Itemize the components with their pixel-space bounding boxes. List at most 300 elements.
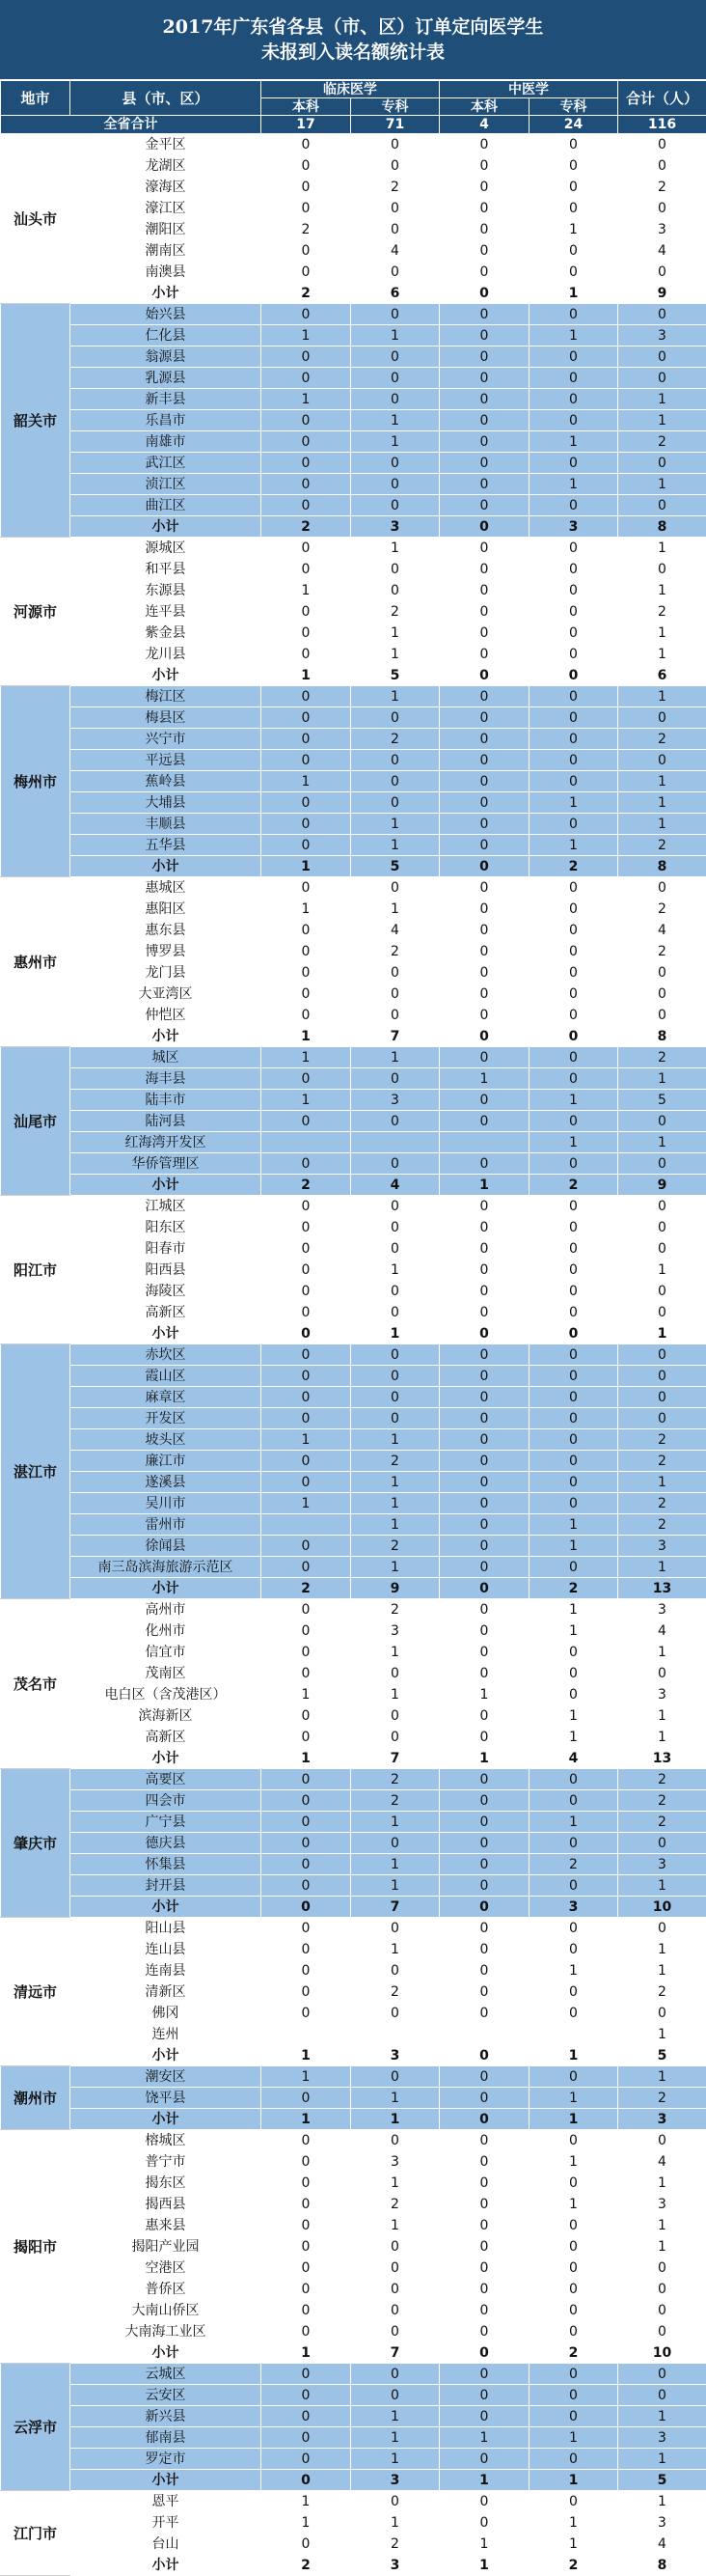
county-name: 云城区 [70,2364,261,2385]
grand-total-cell: 17 [261,116,351,134]
county-name: 大亚湾区 [70,983,261,1005]
value-cell: 0 [261,538,351,559]
table-row [1,1132,706,1153]
value-cell: 0 [261,1939,351,1960]
value-cell: 1 [261,899,351,920]
value-cell: 1 [618,814,706,835]
value-cell: 0 [530,941,618,962]
grand-total-cell: 4 [440,116,530,134]
value-cell: 0 [530,2066,618,2088]
value-cell: 0 [618,2130,706,2151]
value-cell: 1 [351,1939,440,1960]
table-row [1,1981,706,2003]
value-cell: 0 [530,1238,618,1260]
county-name: 陆丰市 [70,1090,261,1111]
value-cell: 2 [618,2088,706,2109]
value-cell: 1 [351,835,440,856]
value-cell: 0 [618,962,706,983]
header-college: 专科 [351,98,440,116]
value-cell: 0 [440,1451,530,1472]
county-name: 紫金县 [70,623,261,644]
value-cell: 0 [351,2236,440,2257]
value-cell: 0 [440,2364,530,2385]
value-cell: 1 [351,2109,440,2130]
value-cell: 0 [440,1960,530,1981]
value-cell: 3 [351,1620,440,1642]
value-cell: 0 [618,2321,706,2342]
value-cell: 2 [618,835,706,856]
value-cell: 1 [530,431,618,453]
value-cell: 0 [530,2130,618,2151]
table-row [1,1281,706,1302]
value-cell: 0 [351,1302,440,1323]
table-row [1,2003,706,2024]
value-cell: 0 [530,368,618,389]
value-cell: 0 [440,262,530,283]
value-cell: 0 [530,1217,618,1238]
value-cell: 2 [261,1578,351,1599]
city-name: 肇庆市 [1,1769,70,1918]
value-cell: 0 [618,262,706,283]
subtotal-row [1,856,706,877]
county-name: 仲恺区 [70,1005,261,1026]
value-cell: 0 [440,1557,530,1578]
value-cell: 0 [440,495,530,516]
value-cell: 0 [261,1769,351,1790]
value-cell: 2 [618,729,706,750]
value-cell: 1 [261,1026,351,1047]
value-cell: 0 [618,1196,706,1217]
county-name: 普侨区 [70,2279,261,2300]
table-row [1,1196,706,1217]
value-cell: 0 [618,495,706,516]
value-cell: 0 [440,1790,530,1812]
value-cell: 1 [351,814,440,835]
value-cell: 0 [440,2151,530,2173]
title-line-1: 2017年广东省各县（市、区）订单定向医学生 [163,14,544,40]
value-cell: 1 [351,2215,440,2236]
value-cell: 2 [530,2342,618,2364]
table-row [1,2491,706,2512]
table-row [1,920,706,941]
table-row [1,2279,706,2300]
value-cell [351,2024,440,2045]
value-cell: 0 [530,644,618,665]
value-cell: 0 [351,1344,440,1366]
value-cell: 2 [618,601,706,623]
value-cell: 7 [351,1026,440,1047]
value-cell: 0 [351,792,440,814]
county-name: 红海湾开发区 [70,1132,261,1153]
value-cell: 1 [351,2173,440,2194]
value-cell: 0 [440,623,530,644]
value-cell: 0 [530,1642,618,1663]
city-name: 汕头市 [1,134,70,304]
value-cell: 0 [261,2321,351,2342]
county-name: 吴川市 [70,1493,261,1514]
value-cell: 1 [351,2427,440,2449]
county-name: 云安区 [70,2385,261,2406]
value-cell: 0 [261,2300,351,2321]
value-cell: 0 [440,2045,530,2066]
value-cell: 0 [530,899,618,920]
value-cell: 0 [530,1260,618,1281]
table-row [1,240,706,262]
value-cell: 0 [351,2385,440,2406]
city-name: 湛江市 [1,1344,70,1599]
value-cell: 3 [351,1090,440,1111]
county-name: 连平县 [70,601,261,623]
value-cell: 1 [261,2342,351,2364]
county-name: 华侨管理区 [70,1153,261,1175]
value-cell: 2 [351,1769,440,1790]
value-cell: 2 [618,1429,706,1451]
value-cell: 0 [440,1493,530,1514]
value-cell: 1 [440,1684,530,1705]
value-cell: 0 [440,2406,530,2427]
value-cell: 0 [530,920,618,941]
table-row [1,2427,706,2449]
value-cell: 2 [618,431,706,453]
value-cell [530,2024,618,2045]
value-cell: 0 [440,2491,530,2512]
value-cell: 0 [440,601,530,623]
value-cell: 0 [530,2215,618,2236]
value-cell: 0 [261,1620,351,1642]
value-cell [440,1132,530,1153]
county-name: 德庆县 [70,1833,261,1854]
value-cell: 0 [261,1281,351,1302]
county-name: 东源县 [70,580,261,601]
value-cell: 0 [261,368,351,389]
value-cell: 0 [440,325,530,346]
table-row [1,792,706,814]
county-name: 阳春市 [70,1238,261,1260]
table-row [1,538,706,559]
value-cell: 0 [530,1663,618,1684]
value-cell: 0 [530,771,618,792]
county-name: 高新区 [70,1302,261,1323]
table-row [1,1557,706,1578]
county-name: 丰顺县 [70,814,261,835]
value-cell: 0 [261,2470,351,2491]
value-cell: 0 [618,707,706,729]
value-cell: 0 [618,134,706,155]
county-name: 四会市 [70,1790,261,1812]
value-cell: 1 [351,1323,440,1344]
table-row [1,325,706,346]
value-cell: 3 [351,2470,440,2491]
table-row [1,601,706,623]
value-cell: 0 [261,2130,351,2151]
header-total: 合计（人） [618,81,706,116]
value-cell: 1 [618,1727,706,1748]
table-row [1,1833,706,1854]
value-cell: 0 [351,474,440,495]
table-row [1,1493,706,1514]
value-cell: 0 [440,1727,530,1748]
value-cell: 0 [440,368,530,389]
table-row [1,2300,706,2321]
value-cell: 0 [530,453,618,474]
table-row [1,1790,706,1812]
table-row [1,2088,706,2109]
value-cell: 0 [261,2003,351,2024]
value-cell: 0 [351,1217,440,1238]
value-cell: 0 [440,219,530,240]
value-cell: 0 [351,453,440,474]
value-cell: 0 [440,920,530,941]
value-cell: 0 [440,1663,530,1684]
value-cell: 0 [530,1323,618,1344]
table-row [1,1387,706,1408]
county-name: 濠江区 [70,198,261,219]
table-row [1,2385,706,2406]
value-cell: 2 [351,1981,440,2003]
city-name: 清远市 [1,1918,70,2066]
value-cell: 1 [261,1493,351,1514]
value-cell: 0 [530,1153,618,1175]
value-cell: 0 [261,1833,351,1854]
county-name: 龙川县 [70,644,261,665]
value-cell: 6 [618,665,706,686]
value-cell: 0 [351,2300,440,2321]
value-cell: 0 [440,1260,530,1281]
sheet-title [0,0,706,80]
value-cell: 0 [440,877,530,899]
value-cell: 1 [261,389,351,410]
value-cell: 3 [530,1897,618,1918]
subtotal-row [1,1748,706,1769]
value-cell: 2 [351,2194,440,2215]
value-cell: 1 [530,1599,618,1620]
value-cell: 13 [618,1578,706,1599]
value-cell: 1 [618,1472,706,1493]
value-cell: 0 [530,155,618,177]
value-cell: 0 [351,707,440,729]
value-cell: 0 [530,2364,618,2385]
county-name: 新丰县 [70,389,261,410]
value-cell: 0 [261,1642,351,1663]
value-cell: 0 [261,495,351,516]
value-cell: 0 [530,1918,618,1939]
value-cell: 0 [440,707,530,729]
value-cell: 0 [261,262,351,283]
value-cell: 0 [618,304,706,325]
value-cell: 8 [618,2555,706,2576]
value-cell: 1 [440,2534,530,2555]
value-cell: 1 [351,431,440,453]
value-cell: 0 [261,1451,351,1472]
value-cell: 0 [440,283,530,304]
value-cell: 13 [618,1748,706,1769]
value-cell: 0 [351,368,440,389]
value-cell: 0 [261,814,351,835]
grand-total-label: 全省合计 [1,116,261,134]
table-row [1,262,706,283]
header-bachelor: 本科 [440,98,530,116]
value-cell: 1 [530,219,618,240]
value-cell: 0 [440,1366,530,1387]
value-cell: 1 [440,1068,530,1090]
table-row [1,983,706,1005]
table-row [1,877,706,899]
county-name: 高州市 [70,1599,261,1620]
value-cell: 0 [261,1790,351,1812]
value-cell: 0 [261,2215,351,2236]
value-cell: 0 [618,1366,706,1387]
subtotal-label: 小计 [70,2342,261,2364]
value-cell: 3 [618,219,706,240]
value-cell: 0 [530,1344,618,1366]
value-cell: 0 [261,1472,351,1493]
value-cell: 0 [351,198,440,219]
value-cell: 0 [530,1408,618,1429]
value-cell: 0 [440,198,530,219]
county-name: 大埔县 [70,792,261,814]
county-name: 霞山区 [70,1366,261,1387]
value-cell: 1 [351,1812,440,1833]
value-cell: 0 [530,623,618,644]
value-cell: 0 [440,538,530,559]
value-cell: 0 [440,2449,530,2470]
value-cell: 0 [530,2236,618,2257]
table-row [1,707,706,729]
value-cell: 1 [351,325,440,346]
value-cell: 0 [440,1153,530,1175]
value-cell: 0 [440,2342,530,2364]
value-cell: 0 [261,644,351,665]
county-name: 开平 [70,2512,261,2534]
value-cell: 0 [530,240,618,262]
county-name: 清新区 [70,1981,261,2003]
value-cell: 0 [440,1599,530,1620]
value-cell: 0 [440,792,530,814]
table-row [1,1769,706,1790]
value-cell: 0 [440,1429,530,1451]
table-row [1,580,706,601]
value-cell: 0 [261,686,351,707]
subtotal-row [1,2109,706,2130]
value-cell: 3 [618,1536,706,1557]
value-cell: 0 [440,1578,530,1599]
value-cell: 0 [440,2321,530,2342]
value-cell: 1 [261,1090,351,1111]
value-cell: 0 [351,2130,440,2151]
county-name: 阳东区 [70,1217,261,1238]
table-row [1,1408,706,1429]
county-name: 平远县 [70,750,261,771]
table-row [1,346,706,368]
county-name: 郁南县 [70,2427,261,2449]
value-cell: 0 [261,1323,351,1344]
value-cell: 0 [261,2449,351,2470]
value-cell: 0 [530,2321,618,2342]
value-cell: 1 [618,2491,706,2512]
value-cell: 0 [261,453,351,474]
value-cell: 0 [261,962,351,983]
value-cell: 0 [440,431,530,453]
value-cell: 0 [440,2088,530,2109]
county-name: 封开县 [70,1875,261,1897]
value-cell: 0 [261,1854,351,1875]
value-cell: 0 [351,1705,440,1727]
value-cell: 0 [618,750,706,771]
value-cell: 0 [440,1005,530,1026]
value-cell: 0 [261,1960,351,1981]
value-cell: 1 [351,1493,440,1514]
value-cell: 2 [261,283,351,304]
value-cell: 0 [440,2385,530,2406]
value-cell: 1 [618,1068,706,1090]
table-row [1,1005,706,1026]
value-cell: 1 [351,1472,440,1493]
value-cell: 1 [530,1705,618,1727]
value-cell: 1 [351,623,440,644]
value-cell: 0 [351,134,440,155]
value-cell: 2 [261,516,351,538]
value-cell [261,1514,351,1536]
table-row [1,1429,706,1451]
value-cell: 0 [618,1344,706,1366]
county-name: 海丰县 [70,1068,261,1090]
value-cell: 1 [351,1557,440,1578]
value-cell: 0 [351,304,440,325]
value-cell: 7 [351,1897,440,1918]
value-cell: 0 [618,1153,706,1175]
value-cell: 1 [261,325,351,346]
value-cell: 0 [261,729,351,750]
subtotal-label: 小计 [70,516,261,538]
value-cell: 0 [440,155,530,177]
value-cell: 8 [618,856,706,877]
value-cell: 0 [530,2257,618,2279]
value-cell: 1 [530,792,618,814]
value-cell: 1 [261,2491,351,2512]
value-cell: 0 [440,1196,530,1217]
county-name: 普宁市 [70,2151,261,2173]
value-cell: 0 [530,1366,618,1387]
value-cell: 0 [440,1302,530,1323]
value-cell: 1 [530,2151,618,2173]
value-cell: 0 [530,580,618,601]
value-cell: 0 [618,1663,706,1684]
subtotal-row [1,1175,706,1196]
value-cell: 1 [530,2194,618,2215]
table-row [1,2215,706,2236]
table-row [1,1217,706,1238]
value-cell: 0 [530,1281,618,1302]
value-cell: 1 [530,325,618,346]
table-row [1,304,706,325]
value-cell: 0 [261,920,351,941]
value-cell: 0 [351,1068,440,1090]
value-cell: 3 [351,516,440,538]
value-cell: 2 [618,1981,706,2003]
table-row [1,899,706,920]
county-name: 连山县 [70,1939,261,1960]
value-cell [440,2024,530,2045]
value-cell: 1 [261,856,351,877]
value-cell: 0 [351,1005,440,1026]
value-cell: 1 [618,410,706,431]
value-cell: 0 [351,1153,440,1175]
county-name: 曲江区 [70,495,261,516]
county-name: 遂溪县 [70,1472,261,1493]
subtotal-label: 小计 [70,1748,261,1769]
value-cell: 0 [261,1260,351,1281]
table-row [1,2066,706,2088]
